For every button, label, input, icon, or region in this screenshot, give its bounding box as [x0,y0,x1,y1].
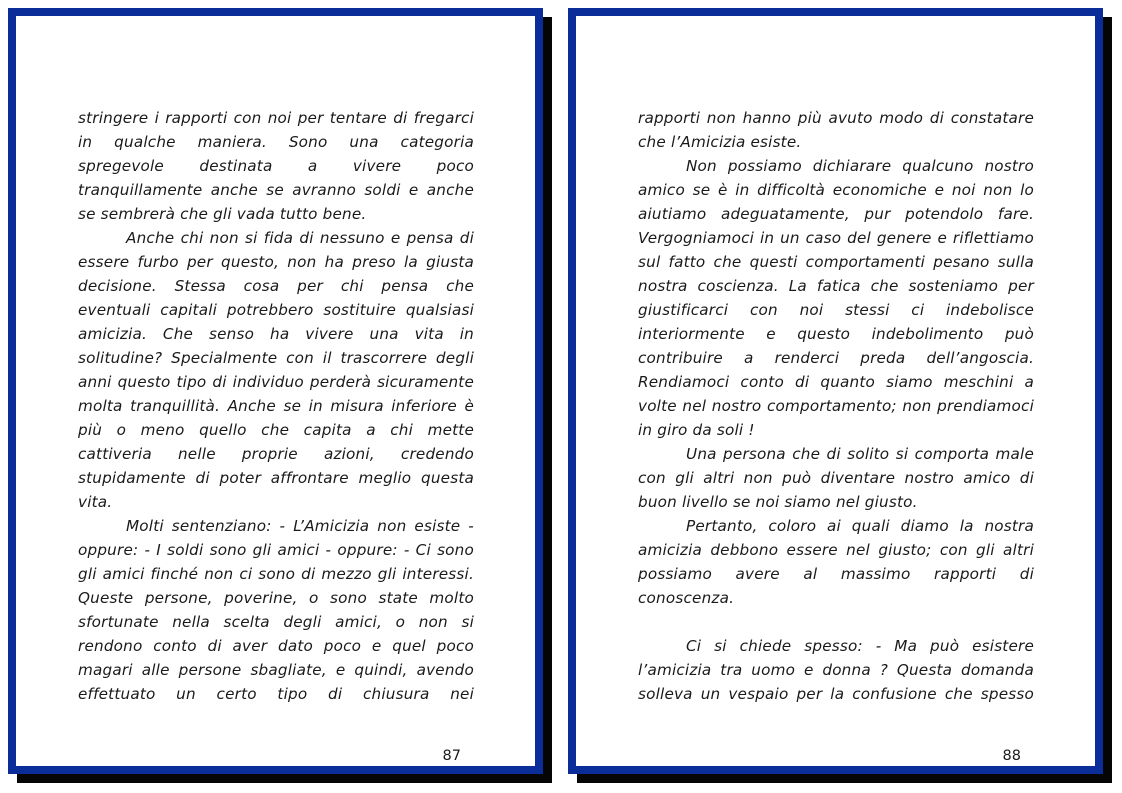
paragraph: stringere i rapporti con noi per tentare di fregarci in qualche maniera. Sono una categoria spregevole destinata a vivere poco tranquillamente anche se avranno soldi e anche se sembrerà che gli vada tutto bene. [78,109,474,223]
paragraph: Non possiamo dichiarare qualcuno nostro amico se è in difficoltà economiche e noi non lo aiutiamo adeguatamente, pur potendolo fare. Vergogniamoci in un caso del genere e riflettiamo sul fatto che questi comportamenti pesano sulla nostra coscienza. La fatica che sosteniamo per giustificarci con noi stessi ci indebolisce interiormente e questo indebolimento può contribuire a renderci preda dell’angoscia. Rendiamoci conto di quanto siamo meschini a volte nel nostro comportamento; non prendiamoci in giro da soli ! [638,157,1034,439]
page-text-right [638,106,1034,706]
paragraph: Ci si chiede spesso: - Ma può esistere l’amicizia tra uomo e donna ? Questa domanda solleva un vespaio per la confusione che spesso [638,637,1034,703]
paragraph: Pertanto, coloro ai quali diamo la nostra amicizia debbono essere nel giusto; con gli altri possiamo avere al massimo rapporti di conoscenza. [638,517,1034,607]
right-page [568,8,1103,774]
page-text-left [78,106,474,706]
page-number: 87 [442,748,461,764]
paragraph: Molti sentenziano: - L’Amicizia non esiste - oppure: - I soldi sono gli amici - oppure: - Ci sono gli amici finché non ci sono di mezzo gli interessi. Queste persone, poverine, o sono state molto sfortunate nella scelta degli amici, o non si rendono conto di aver dato poco e quel poco magari alle persone sbagliate, e quindi, avendo effettuato un certo tipo di chiusura nei [78,517,474,703]
paragraph: Anche chi non si fida di nessuno e pensa di essere furbo per questo, non ha preso la giusta decisione. Stessa cosa per chi pensa che eventuali capitali potrebbero sostituire qualsiasi amicizia. Che senso ha vivere una vita in solitudine? Specialmente con il trascorrere degli anni questo tipo di individuo perderà sicuramente molta tranquillità. Anche se in misura inferiore è più o meno quello che capita a chi mette cattiveria nelle proprie azioni, credendo stupidamente di poter affrontare meglio questa vita. [78,229,474,511]
left-page [8,8,543,774]
paragraph: rapporti non hanno più avuto modo di constatare che l’Amicizia esiste. [638,109,1034,151]
page-number: 88 [1002,748,1021,764]
paragraph-gap [638,610,1034,634]
paragraph: Una persona che di solito si comporta male con gli altri non può diventare nostro amico di buon livello se noi siamo nel giusto. [638,445,1034,511]
